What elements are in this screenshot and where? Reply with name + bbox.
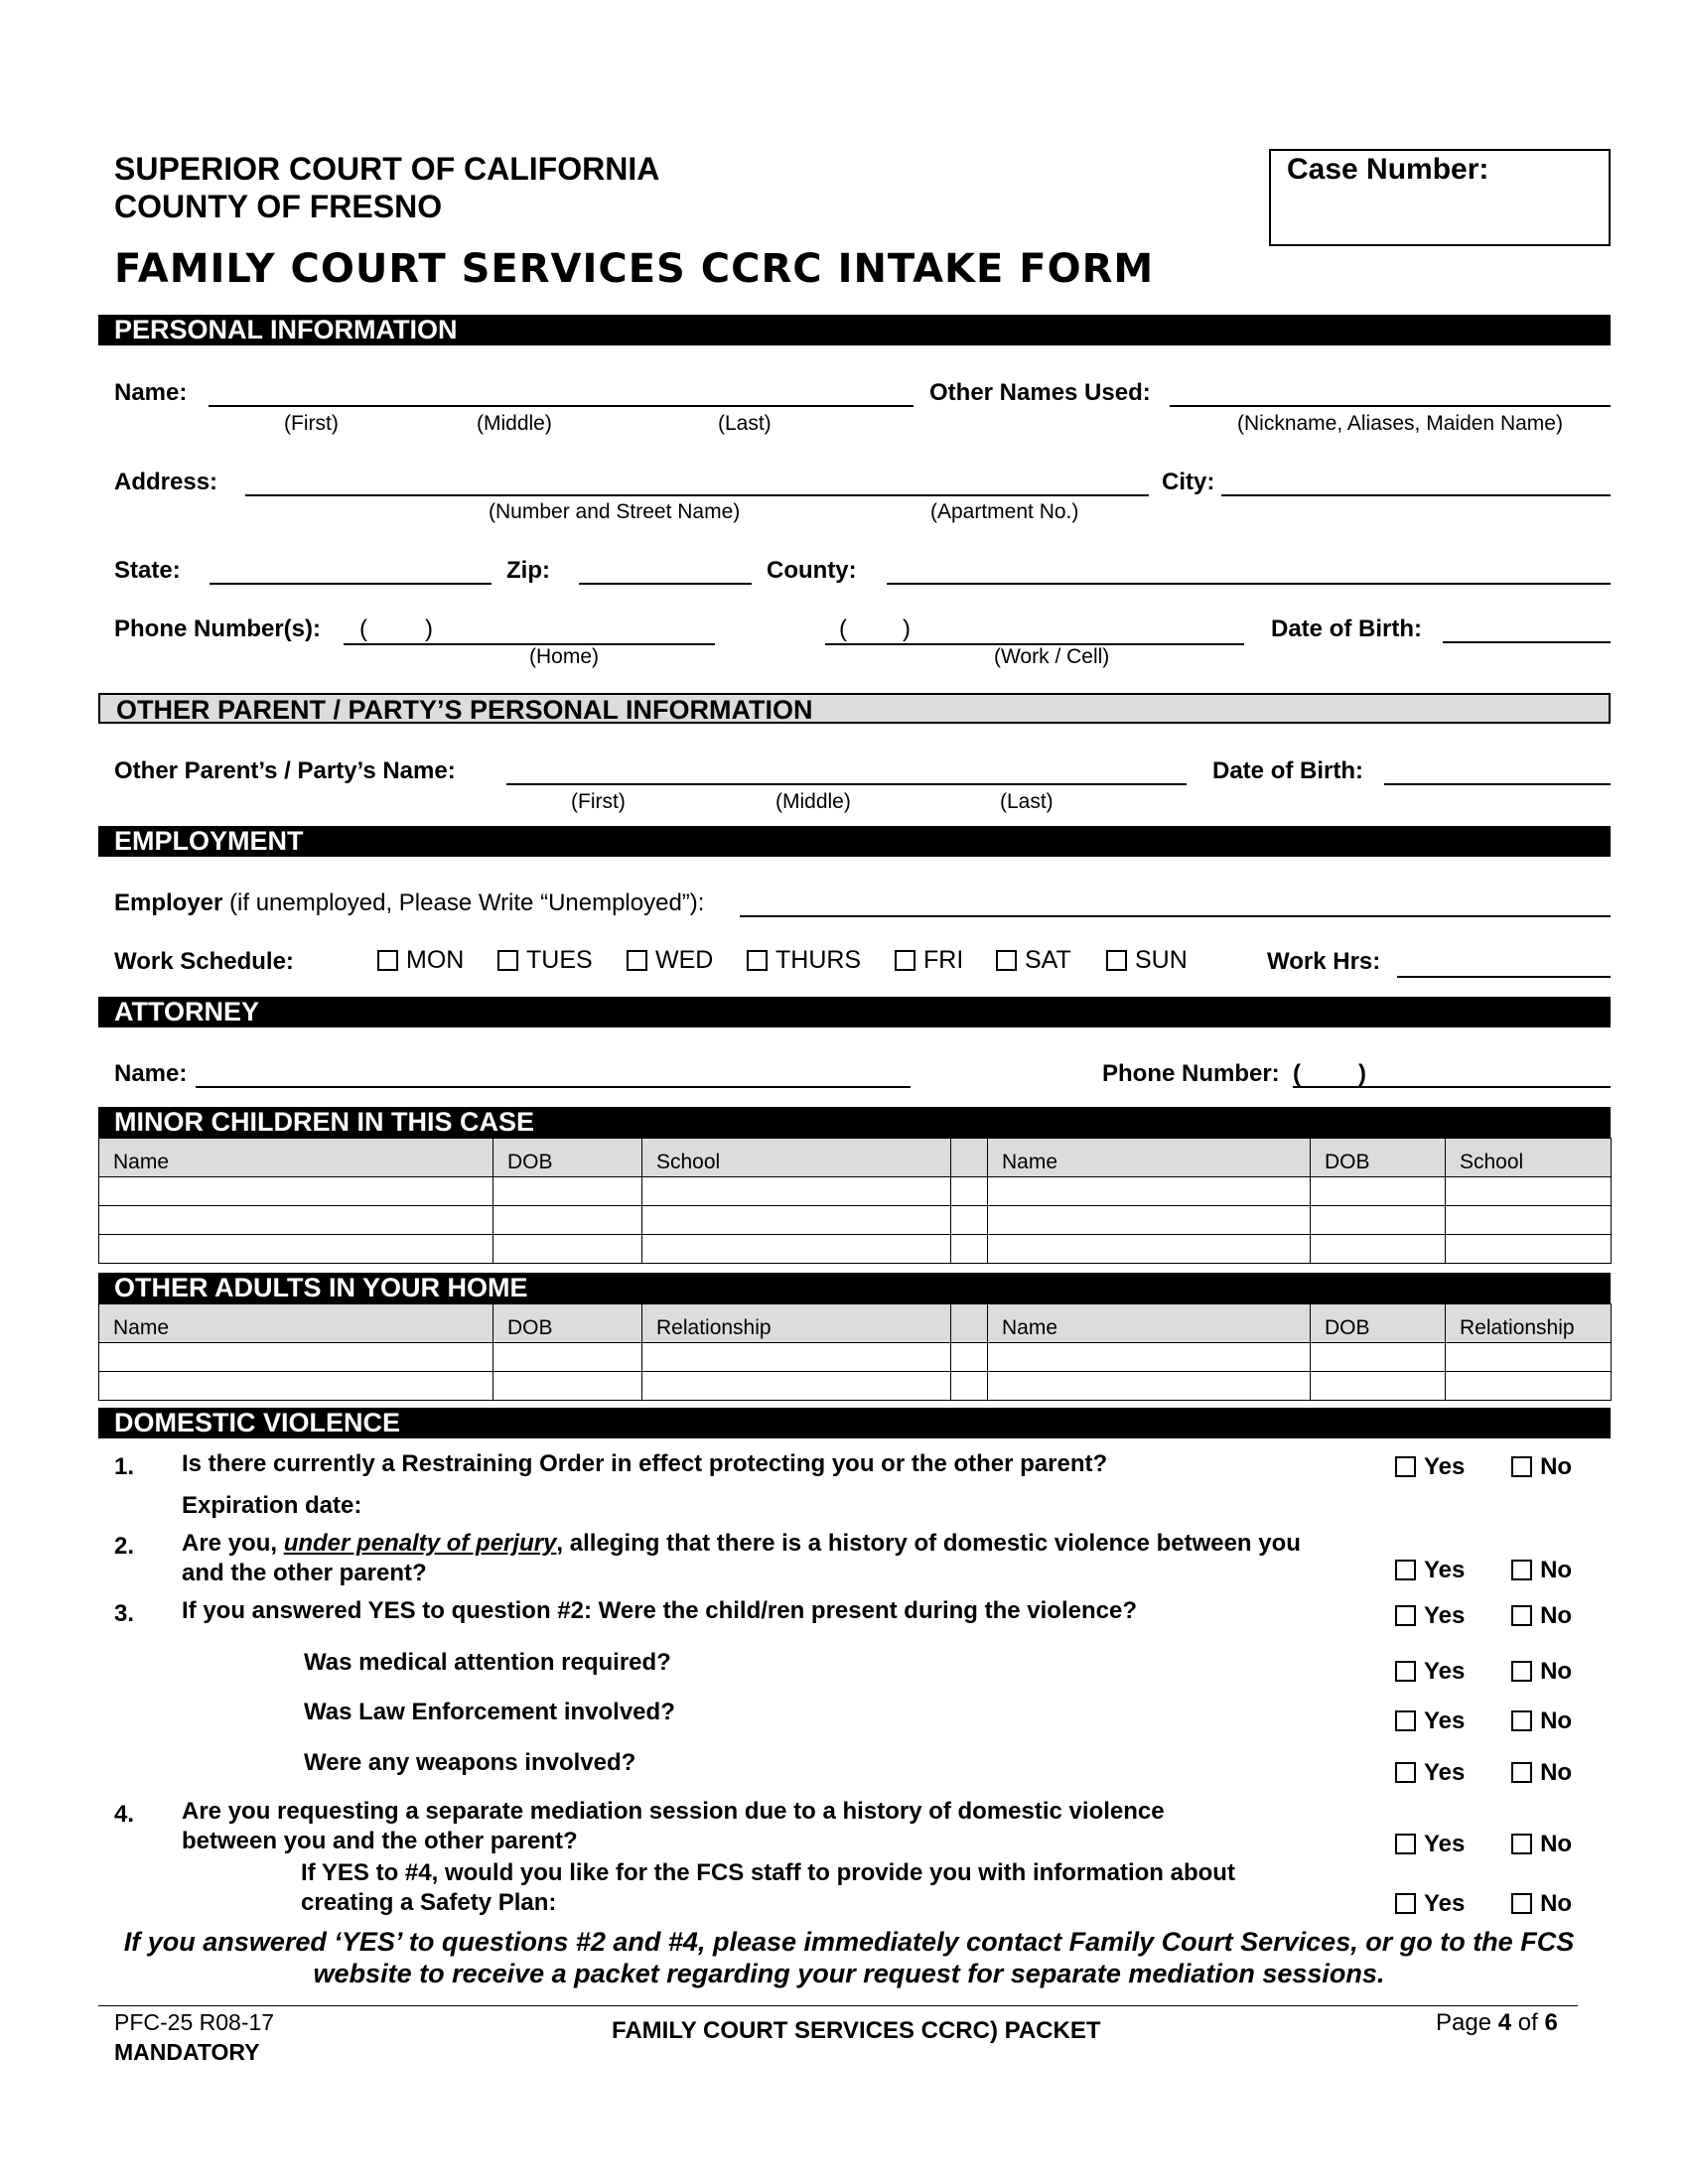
q3-text: If you answered YES to question #2: Were the child/ren present during the violence?	[182, 1597, 1137, 1624]
q4a-yes-checkbox[interactable]: Yes	[1395, 1890, 1465, 1917]
q1-yes-checkbox[interactable]: Yes	[1395, 1453, 1465, 1480]
q3c-text: Were any weapons involved?	[304, 1749, 636, 1776]
q2-perjury-emphasis: under penalty of perjury	[283, 1530, 557, 1557]
case-number-box[interactable]	[1269, 149, 1611, 246]
col-dob: DOB	[493, 1304, 642, 1343]
attorney-phone-label: Phone Number:	[1102, 1060, 1280, 1087]
dob-label: Date of Birth:	[1271, 615, 1422, 642]
day-sat-checkbox[interactable]: SAT	[996, 946, 1071, 975]
q3-answer	[1395, 1602, 1612, 1630]
county-field[interactable]	[887, 583, 1611, 585]
middle-hint: (Middle)	[477, 412, 552, 435]
q3a-answer	[1395, 1658, 1612, 1686]
q4a-answer	[1395, 1890, 1612, 1918]
other-parent-last-hint: (Last)	[1000, 790, 1054, 813]
form-title: FAMILY COURT SERVICES CCRC INTAKE FORM	[114, 246, 1155, 292]
home-phone-field[interactable]	[344, 615, 715, 645]
work-hours-field[interactable]	[1397, 976, 1611, 978]
attorney-phone-field[interactable]	[1293, 1060, 1611, 1088]
other-parent-dob-label: Date of Birth:	[1212, 757, 1363, 784]
children-table	[98, 1138, 1612, 1264]
q3c-yes-checkbox[interactable]: Yes	[1395, 1759, 1465, 1786]
other-parent-name-field[interactable]	[506, 783, 1187, 785]
q3-yes-checkbox[interactable]: Yes	[1395, 1602, 1465, 1629]
form-code: PFC-25 R08-17	[114, 2009, 275, 2035]
q1-answer	[1395, 1453, 1612, 1481]
street-hint: (Number and Street Name)	[489, 500, 741, 523]
employer-hint: (if unemployed, Please Write “Unemployed”):	[222, 889, 705, 916]
other-names-field[interactable]	[1170, 405, 1611, 407]
employer-label-group	[114, 889, 704, 917]
q3a-yes-checkbox[interactable]: Yes	[1395, 1658, 1465, 1685]
q3b-answer	[1395, 1707, 1612, 1735]
court-name: SUPERIOR COURT OF CALIFORNIA	[114, 151, 660, 187]
table-header-row	[99, 1304, 1612, 1343]
other-parent-dob-field[interactable]	[1384, 783, 1611, 785]
table-row[interactable]	[99, 1343, 1612, 1372]
section-attorney: ATTORNEY	[98, 997, 1611, 1027]
other-parent-first-hint: (First)	[571, 790, 626, 813]
table-row[interactable]	[99, 1177, 1612, 1206]
name-field[interactable]	[209, 405, 914, 407]
q2-text: Are you, under penalty of perjury, alleging that there is a history of domestic violence between you and the other parent?	[182, 1530, 1301, 1586]
home-hint: (Home)	[529, 645, 600, 668]
q2-no-checkbox[interactable]: No	[1511, 1557, 1572, 1583]
attorney-name-label: Name:	[114, 1060, 188, 1087]
q2-yes-checkbox[interactable]: Yes	[1395, 1557, 1465, 1583]
q3a-text: Was medical attention required?	[304, 1649, 671, 1676]
work-phone-paren-open: (	[839, 615, 847, 642]
other-parent-name-label: Other Parent’s / Party’s Name:	[114, 757, 456, 784]
first-hint: (First)	[284, 412, 339, 435]
home-phone-paren-close: )	[425, 615, 433, 642]
q4-text: Are you requesting a separate mediation session due to a history of domestic violence between you and the other parent?	[182, 1798, 1165, 1854]
case-number-label: Case Number:	[1287, 153, 1489, 186]
col-name: Name	[988, 1139, 1311, 1177]
mandatory-label: MANDATORY	[114, 2039, 260, 2065]
separate-mediation-notice: If you answered ‘YES’ to questions #2 and #4, please immediately contact Family Court Services, or go to the FCS website to receive a packet regarding your request for separate mediation sessions.	[123, 1927, 1575, 1988]
col-name: Name	[988, 1304, 1311, 1343]
col-dob: DOB	[493, 1139, 642, 1177]
q3b-text: Was Law Enforcement involved?	[304, 1699, 675, 1725]
q3a-no-checkbox[interactable]: No	[1511, 1658, 1572, 1685]
q1-no-checkbox[interactable]: No	[1511, 1453, 1572, 1480]
other-names-hint: (Nickname, Aliases, Maiden Name)	[1237, 412, 1563, 435]
employer-label: Employer	[114, 889, 223, 916]
table-row[interactable]	[99, 1372, 1612, 1401]
attorney-name-field[interactable]	[196, 1086, 911, 1088]
q4-no-checkbox[interactable]: No	[1511, 1831, 1572, 1857]
col-spacer	[951, 1304, 988, 1343]
q3c-no-checkbox[interactable]: No	[1511, 1759, 1572, 1786]
table-row[interactable]	[99, 1235, 1612, 1264]
day-thurs-checkbox[interactable]: THURS	[747, 946, 861, 975]
section-personal-information: PERSONAL INFORMATION	[98, 315, 1611, 345]
col-school: School	[1446, 1139, 1612, 1177]
q4-yes-checkbox[interactable]: Yes	[1395, 1831, 1465, 1857]
state-label: State:	[114, 557, 181, 584]
work-phone-paren-close: )	[903, 615, 911, 642]
footer-divider	[98, 2005, 1578, 2006]
col-dob: DOB	[1311, 1304, 1446, 1343]
q2-number: 2.	[114, 1533, 135, 1560]
dob-field[interactable]	[1443, 641, 1611, 643]
col-relationship: Relationship	[1446, 1304, 1612, 1343]
table-row[interactable]	[99, 1206, 1612, 1235]
adults-table	[98, 1303, 1612, 1401]
attorney-phone-paren-close: )	[1358, 1060, 1366, 1087]
q3b-no-checkbox[interactable]: No	[1511, 1707, 1572, 1734]
home-phone-paren-open: (	[359, 615, 367, 642]
q2-answer	[1395, 1557, 1612, 1584]
col-name: Name	[99, 1139, 493, 1177]
city-label: City:	[1162, 469, 1215, 495]
q4a-text: If YES to #4, would you like for the FCS staff to provide you with information about creating a Safety Plan:	[301, 1859, 1235, 1916]
section-other-adults: OTHER ADULTS IN YOUR HOME	[98, 1273, 1611, 1303]
section-employment: EMPLOYMENT	[98, 826, 1611, 857]
q3-number: 3.	[114, 1600, 135, 1627]
q1-text: Is there currently a Restraining Order in effect protecting you or the other parent?	[182, 1450, 1108, 1477]
last-hint: (Last)	[718, 412, 772, 435]
phone-label: Phone Number(s):	[114, 615, 322, 642]
day-sun-checkbox[interactable]: SUN	[1106, 946, 1188, 975]
day-wed-checkbox[interactable]: WED	[627, 946, 713, 975]
section-minor-children: MINOR CHILDREN IN THIS CASE	[98, 1107, 1611, 1138]
attorney-phone-paren-open: (	[1293, 1060, 1301, 1087]
section-domestic-violence: DOMESTIC VIOLENCE	[98, 1408, 1611, 1438]
other-names-label: Other Names Used:	[929, 379, 1151, 406]
col-spacer	[951, 1139, 988, 1177]
name-label: Name:	[114, 379, 188, 406]
state-field[interactable]	[210, 583, 492, 585]
col-dob: DOB	[1311, 1139, 1446, 1177]
col-school: School	[642, 1139, 951, 1177]
employer-field[interactable]	[740, 915, 1611, 917]
day-tues-checkbox[interactable]: TUES	[497, 946, 593, 975]
work-phone-field[interactable]	[825, 615, 1244, 645]
day-fri-checkbox[interactable]: FRI	[895, 946, 963, 975]
q4a-no-checkbox[interactable]: No	[1511, 1890, 1572, 1917]
q3-no-checkbox[interactable]: No	[1511, 1602, 1572, 1629]
day-mon-checkbox[interactable]: MON	[377, 946, 464, 975]
q1-number: 1.	[114, 1453, 135, 1480]
page-indicator: Page 4 of 6	[1436, 2009, 1558, 2036]
other-parent-middle-hint: (Middle)	[775, 790, 851, 813]
work-hours-label: Work Hrs:	[1267, 948, 1381, 975]
table-header-row	[99, 1139, 1612, 1177]
county-label: County:	[767, 557, 857, 584]
q3c-answer	[1395, 1759, 1612, 1787]
q1-expiration-label: Expiration date:	[182, 1492, 362, 1519]
address-label: Address:	[114, 469, 218, 495]
q4-answer	[1395, 1831, 1612, 1858]
zip-field[interactable]	[579, 583, 752, 585]
col-name: Name	[99, 1304, 493, 1343]
work-hint: (Work / Cell)	[994, 645, 1110, 668]
work-schedule-label: Work Schedule:	[114, 948, 294, 975]
packet-title: FAMILY COURT SERVICES CCRC) PACKET	[612, 2017, 1101, 2044]
col-relationship: Relationship	[642, 1304, 951, 1343]
q4-number: 4.	[114, 1801, 135, 1828]
city-field[interactable]	[1221, 494, 1611, 496]
county-name: COUNTY OF FRESNO	[114, 189, 443, 224]
q3b-yes-checkbox[interactable]: Yes	[1395, 1707, 1465, 1734]
address-field[interactable]	[245, 494, 1149, 496]
zip-label: Zip:	[506, 557, 550, 584]
apartment-hint: (Apartment No.)	[930, 500, 1079, 523]
section-other-parent: OTHER PARENT / PARTY’S PERSONAL INFORMATION	[98, 693, 1611, 724]
